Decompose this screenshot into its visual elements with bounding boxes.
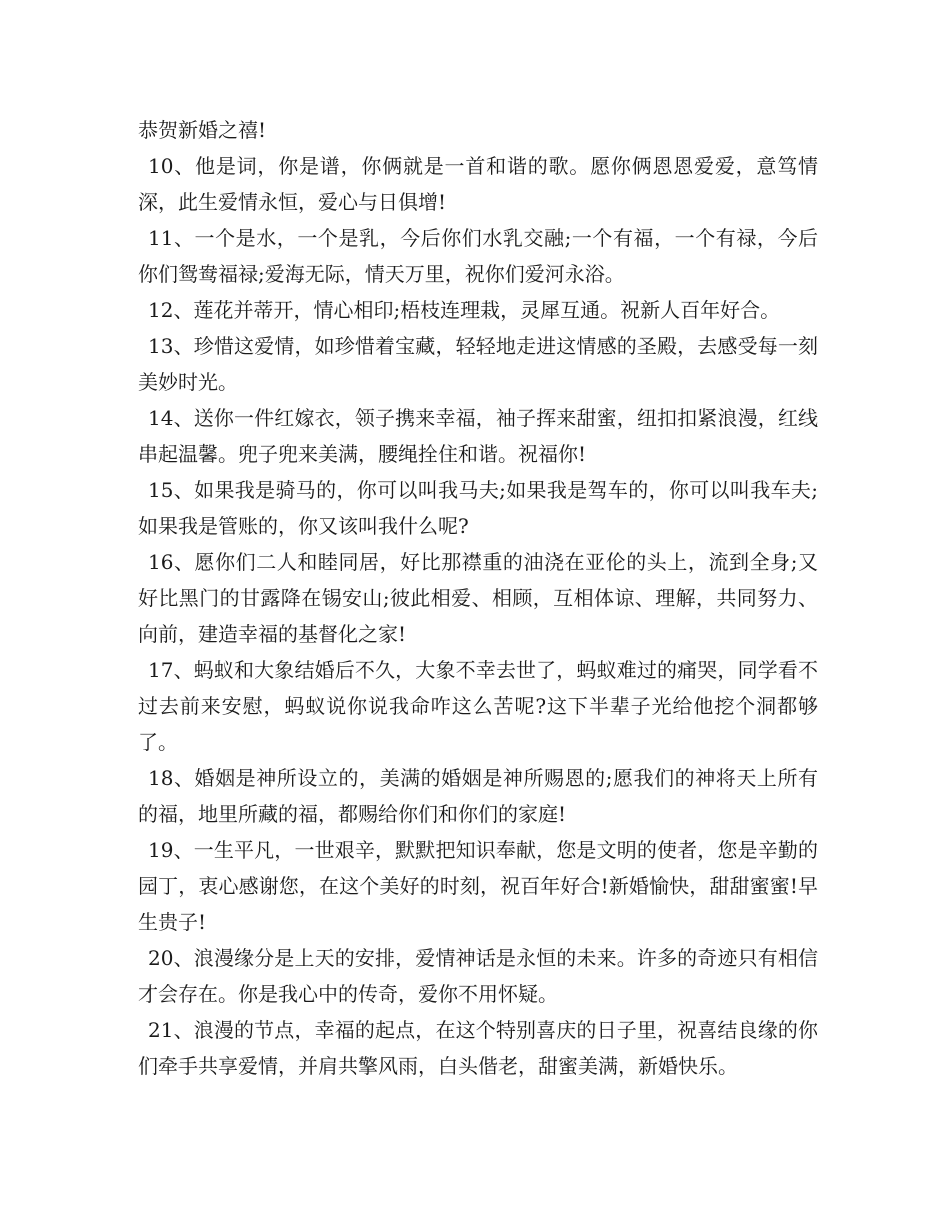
paragraph-21: 21、浪漫的节点，幸福的起点，在这个特别喜庆的日子里，祝喜结良缘的你们牵手共享爱情，并肩共擎风雨，白头偕老，甜蜜美满，新婚快乐。 xyxy=(138,1018,818,1078)
paragraph-11: 11、一个是水，一个是乳，今后你们水乳交融;一个有福，一个有禄，今后你们鸳鸯福禄;爱海无际，情天万里，祝你们爱河永浴。 xyxy=(138,226,818,286)
paragraph-17: 17、蚂蚁和大象结婚后不久，大象不幸去世了，蚂蚁难过的痛哭，同学看不过去前来安慰，蚂蚁说你说我命咋这么苦呢?这下半辈子光给他挖个洞都够了。 xyxy=(138,658,818,754)
paragraph-12: 12、莲花并蒂开，情心相印;梧枝连理栽，灵犀互通。祝新人百年好合。 xyxy=(148,298,781,322)
document-body xyxy=(138,112,818,1084)
paragraph-20: 20、浪漫缘分是上天的安排，爱情神话是永恒的未来。许多的奇迹只有相信才会存在。你是我心中的传奇，爱你不用怀疑。 xyxy=(138,946,818,1006)
paragraph-15: 15、如果我是骑马的，你可以叫我马夫;如果我是驾车的，你可以叫我车夫;如果我是管账的，你又该叫我什么呢? xyxy=(138,478,818,538)
paragraph-10: 10、他是词，你是谱，你俩就是一首和谐的歌。愿你俩恩恩爱爱，意笃情深，此生爱情永恒，爱心与日俱增! xyxy=(138,154,818,214)
paragraph-14: 14、送你一件红嫁衣，领子携来幸福，袖子挥来甜蜜，纽扣扣紧浪漫，红线串起温馨。兜子兜来美满，腰绳拴住和谐。祝福你! xyxy=(138,406,818,466)
paragraph-19: 19、一生平凡，一世艰辛，默默把知识奉献，您是文明的使者，您是辛勤的园丁，衷心感谢您，在这个美好的时刻，祝百年好合!新婚愉快，甜甜蜜蜜!早生贵子! xyxy=(138,838,818,934)
paragraph-13: 13、珍惜这爱情，如珍惜着宝藏，轻轻地走进这情感的圣殿，去感受每一刻美妙时光。 xyxy=(138,334,818,394)
paragraph-16: 16、愿你们二人和睦同居，好比那襟重的油浇在亚伦的头上，流到全身;又好比黑门的甘露降在锡安山;彼此相爱、相顾，互相体谅、理解，共同努力、向前，建造幸福的基督化之家! xyxy=(138,550,818,646)
paragraph-0: 恭贺新婚之禧! xyxy=(138,118,267,142)
paragraph-18: 18、婚姻是神所设立的，美满的婚姻是神所赐恩的;愿我们的神将天上所有的福，地里所藏的福，都赐给你们和你们的家庭! xyxy=(138,766,818,826)
